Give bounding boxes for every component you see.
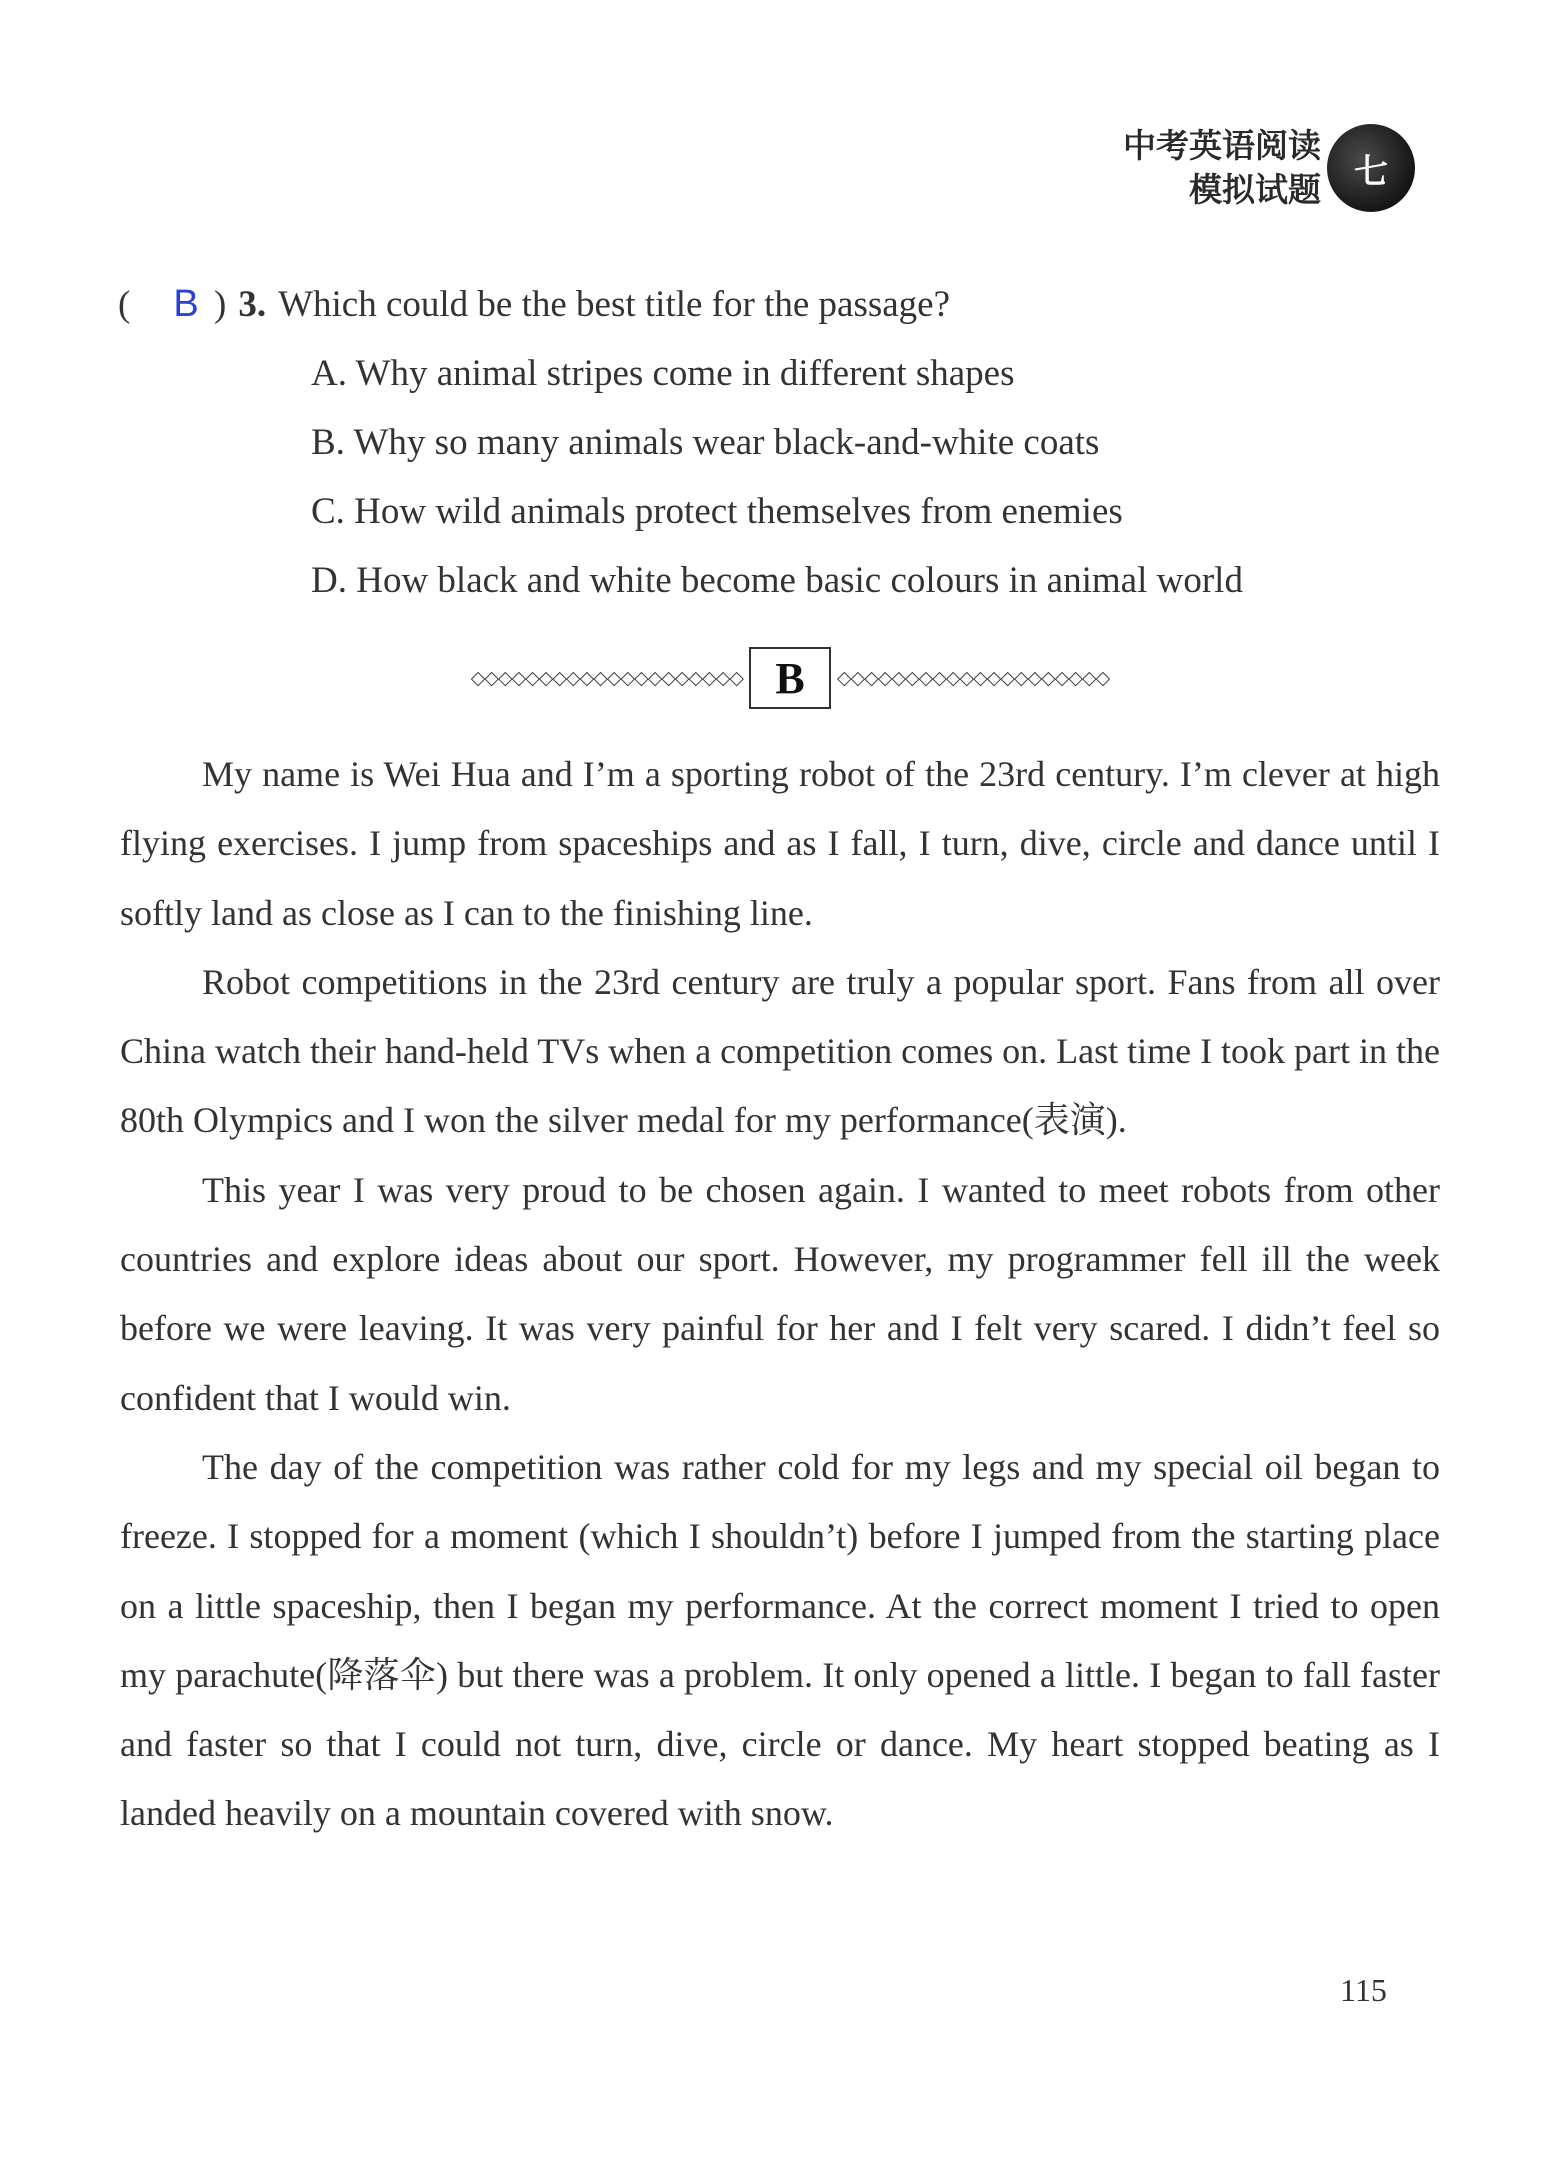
option-b: B. Why so many animals wear black-and-white coats [311, 422, 1100, 463]
option-c: C. How wild animals protect themselves from enemies [311, 491, 1123, 532]
paragraph-2: Robot competitions in the 23rd century are truly a popular sport. Fans from all over China watch their hand-held TVs when a competition comes on. Last time I took part in the 80th Olympics and I won the silver medal for my performance(表演). [120, 961, 1441, 1141]
handwritten-answer: B [173, 283, 199, 325]
right-ornament: ◇◇◇◇◇◇◇◇◇◇◇◇◇◇◇◇◇◇◇◇ [837, 667, 1110, 689]
question-number: 3. [238, 284, 267, 325]
question-3 [118, 270, 1243, 615]
question-stem [118, 270, 1243, 339]
page-number: 115 [1340, 1972, 1387, 2008]
volume-badge: 七 [1327, 124, 1415, 212]
header-line-2: 模拟试题 [1189, 170, 1321, 209]
header-title [1123, 124, 1321, 212]
open-paren: ( [118, 284, 131, 325]
left-ornament: ◇◇◇◇◇◇◇◇◇◇◇◇◇◇◇◇◇◇◇◇ [470, 667, 743, 689]
header-line-1: 中考英语阅读 [1123, 126, 1321, 165]
reading-passage [120, 740, 1440, 1849]
paragraph-3: This year I was very proud to be chosen again. I wanted to meet robots from other countries and explore ideas about our sport. However, my programmer fell ill the week before we were leaving. It was very painful for her and I felt very scared. I didn’t feel so confident that I would win. [120, 1169, 1440, 1418]
option-a: A. Why animal stripes come in different shapes [311, 353, 1015, 394]
page-header [1123, 124, 1415, 212]
option-d: D. How black and white become basic colours in animal world [311, 560, 1243, 601]
section-label: B [749, 647, 831, 709]
question-text: Which could be the best title for the passage? [278, 284, 951, 325]
paragraph-4: The day of the competition was rather cold for my legs and my special oil began to freeze. I stopped for a moment (which I shouldn’t) before I jumped from the starting place on a little spaceship, then I began my performance. At the correct moment I tried to open my parachute(降落伞) but there was a problem. It only opened a little. I began to fall faster and faster so that I could not turn, dive, circle or dance. My heart stopped beating as I landed heavily on a mountain covered with snow. [120, 1446, 1440, 1834]
close-paren: ) [214, 284, 227, 325]
option-list [311, 339, 1243, 615]
section-divider [440, 646, 1140, 710]
paragraph-1: My name is Wei Hua and I’m a sporting robot of the 23rd century. I’m clever at high flying exercises. I jump from spaceships and as I fall, I turn, dive, circle and dance until I softly land as close as I can to the finishing line. [120, 754, 1440, 933]
